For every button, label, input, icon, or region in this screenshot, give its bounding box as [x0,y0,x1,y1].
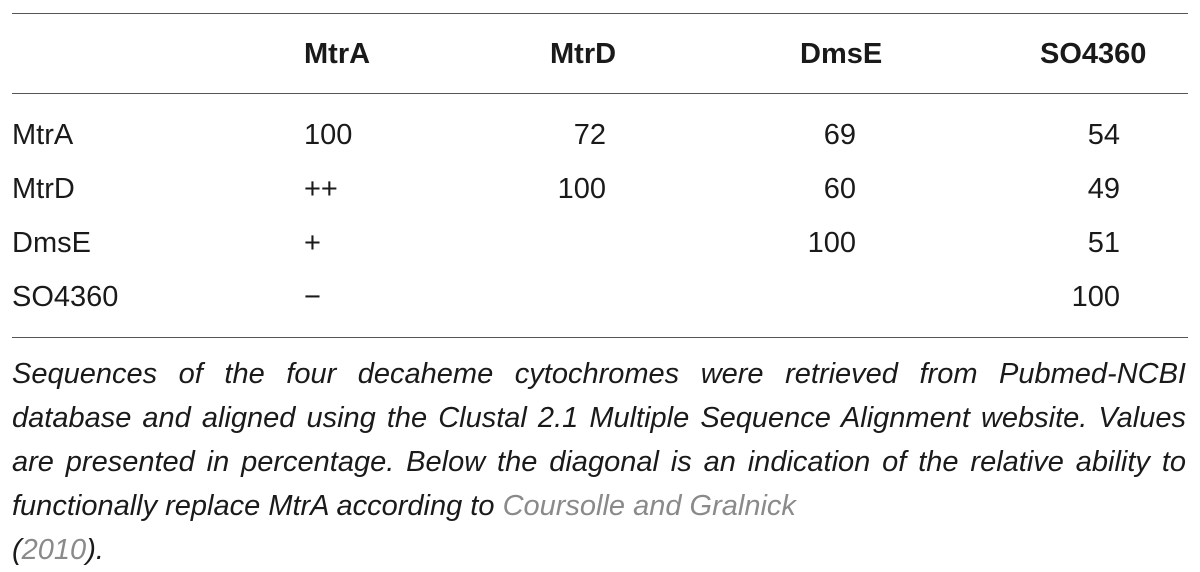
column-header-so4360: SO4360 [1040,38,1147,70]
cell-dmse-so4360: 51 [1087,227,1120,259]
cell-mtra-mtra: 100 [304,119,353,151]
caption-open-paren: ( [12,534,22,566]
row-label-mtrd: MtrD [12,173,75,205]
cell-mtrd-so4360: 49 [1087,173,1120,205]
cell-mtra-mtrd: 72 [573,119,606,151]
caption-text: Sequences of the four decaheme cytochromes were retrieved from Pubmed-NCBI database and aligned using the Clustal 2.1 Multiple Sequence Alignment website. Values are presented in percentage. Below the diagonal is an indication of the relative ability to functionally replace MtrA according to [12,358,1186,522]
column-header-dmse: DmsE [800,38,883,70]
table-top-rule [12,13,1188,14]
cell-mtrd-mtra: ++ [304,173,338,205]
reference-link-authors[interactable]: Coursolle and Gralnick [502,490,796,522]
cell-so4360-so4360: 100 [1071,281,1120,313]
reference-link-year[interactable]: 2010 [21,534,87,566]
cell-mtrd-mtrd: 100 [557,173,606,205]
cell-dmse-mtra: + [304,227,321,259]
column-header-mtrd: MtrD [550,38,617,70]
cell-mtra-so4360: 54 [1087,119,1120,151]
cell-mtra-dmse: 69 [823,119,856,151]
cell-dmse-dmse: 100 [807,227,856,259]
table-bottom-rule [12,337,1188,338]
row-label-dmse: DmsE [12,227,91,259]
caption-close: ). [86,534,104,566]
row-label-mtra: MtrA [12,119,74,151]
row-label-so4360: SO4360 [12,281,119,313]
column-header-mtra: MtrA [304,38,371,70]
cell-so4360-mtra: − [304,281,321,313]
table-caption [12,352,1186,572]
table-header-rule [12,93,1188,94]
cell-mtrd-dmse: 60 [823,173,856,205]
